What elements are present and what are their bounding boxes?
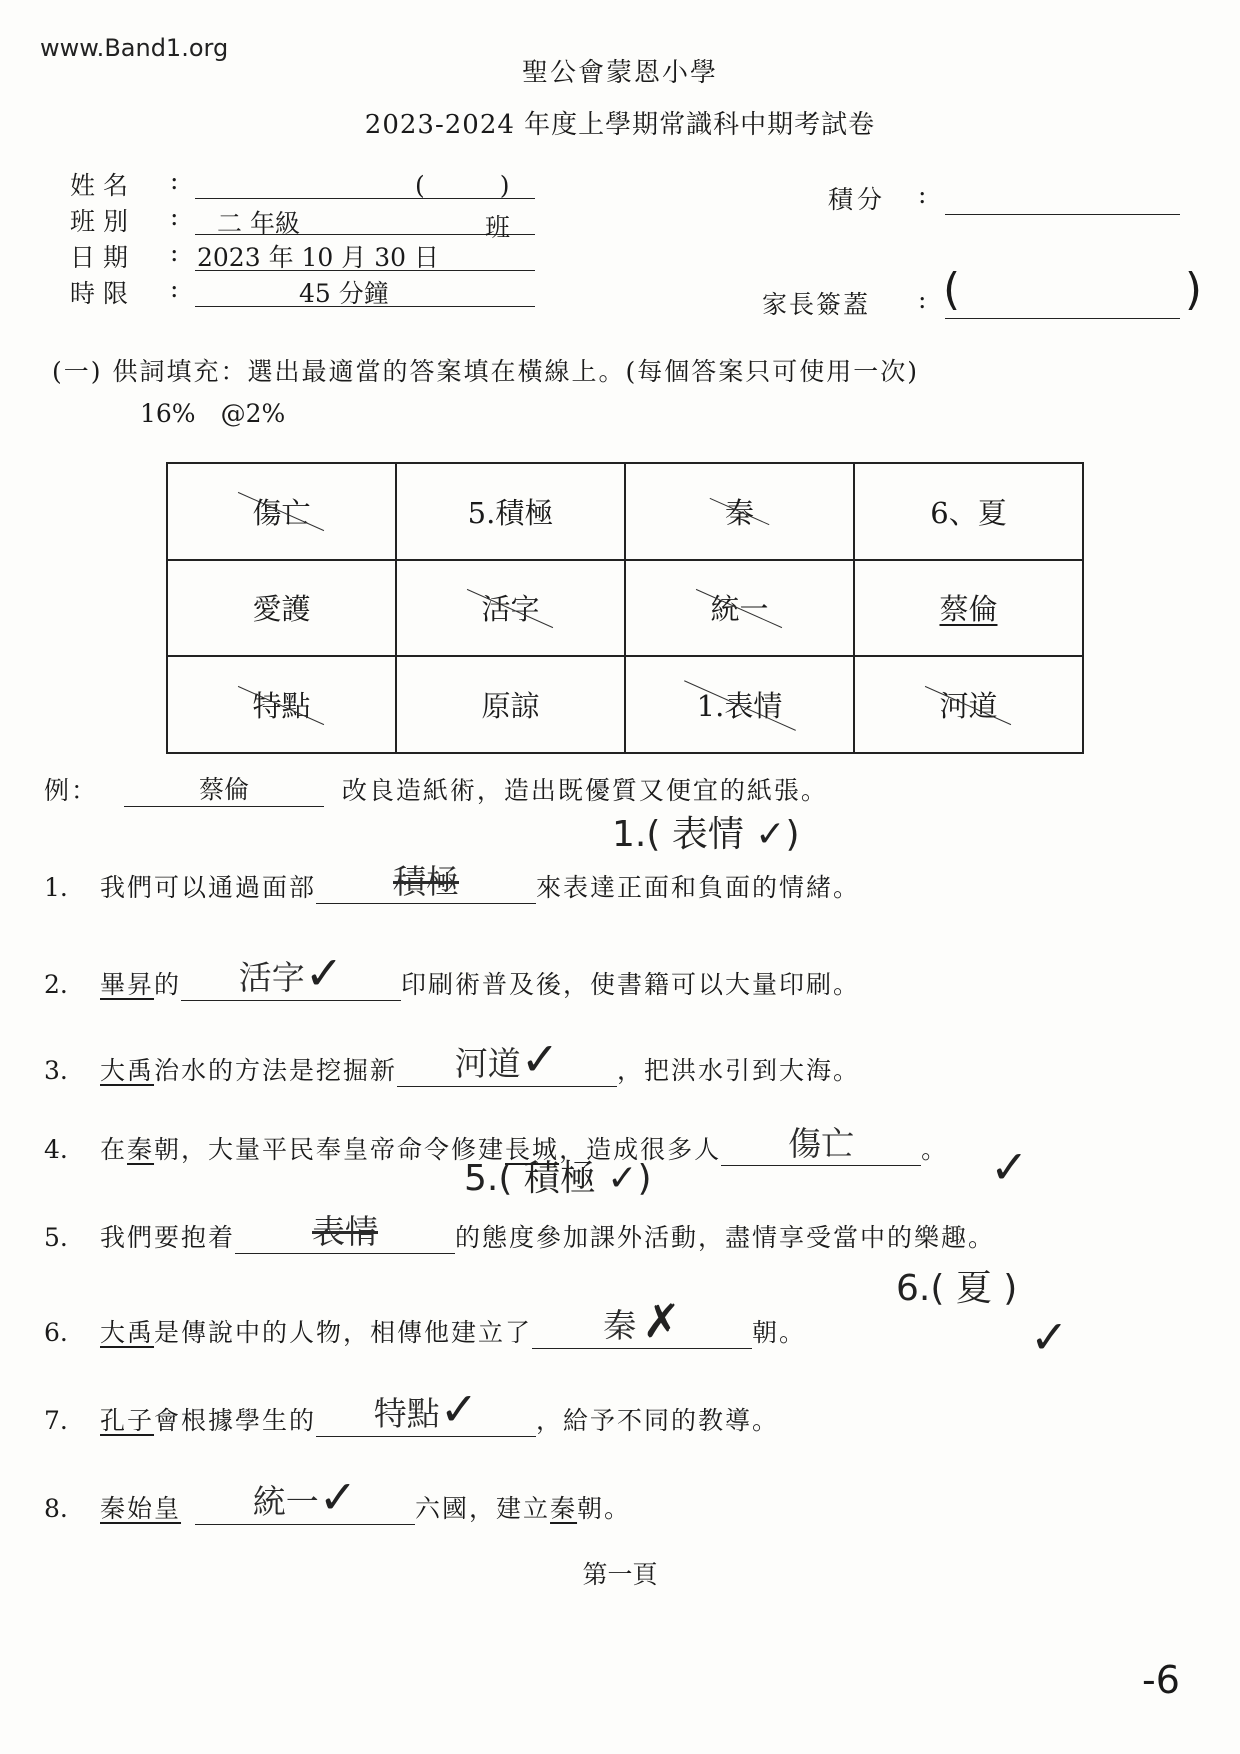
exam-title: 2023-2024 年度上學期常識科中期考試卷 xyxy=(364,110,876,140)
bracket: ( xyxy=(943,264,961,315)
name-label: 姓名 xyxy=(70,171,137,200)
date-label: 日期 xyxy=(70,243,137,272)
word-cell: 活字 xyxy=(396,560,625,657)
word-cell: 蔡倫 xyxy=(854,560,1083,657)
answer-blank[interactable]: 特點✓ xyxy=(316,1382,536,1437)
example-label: 例： xyxy=(44,776,99,805)
colon: : xyxy=(170,238,179,267)
example-answer: 蔡倫 xyxy=(124,770,324,807)
answer-blank[interactable]: 活字✓ xyxy=(181,946,401,1001)
colon: : xyxy=(170,166,179,195)
bracket: ) xyxy=(1184,264,1202,315)
question-row: 6. 大禹是傳說中的人物，相傳他建立了 秦 ✗ 朝。 xyxy=(44,1294,807,1348)
section-title: (一) 供詞填充：選出最適當的答案填在橫線上。(每個答案只可使用一次) xyxy=(52,357,919,386)
correction-note: 6.( 夏 ) xyxy=(896,1268,1018,1309)
word-cell: 河道 xyxy=(854,656,1083,753)
question-row: 5. 我們要抱着 表情 的態度參加課外活動，盡情享受當中的樂趣。 xyxy=(44,1206,995,1254)
correction-note: 5.( 積極 ✓) xyxy=(464,1158,652,1199)
word-bank-table xyxy=(166,462,1084,754)
word-cell: 秦 xyxy=(625,463,854,560)
question-row: 3. 大禹治水的方法是挖掘新 河道✓ ，把洪水引到大海。 xyxy=(44,1032,861,1086)
colon: : xyxy=(170,274,179,303)
check-mark: ✓ xyxy=(1030,1310,1069,1364)
example-row xyxy=(44,770,828,807)
check-mark: ✓ xyxy=(318,1470,358,1524)
parent-signature-label: 家長簽蓋 xyxy=(762,290,871,319)
check-mark: ✓ xyxy=(439,1382,479,1436)
date-field[interactable] xyxy=(195,238,535,271)
page-number: 第一頁 xyxy=(582,1560,658,1589)
question-row: 4. 在秦朝，大量平民奉皇帝命令修建長城，造成很多人 傷亡 。 xyxy=(44,1118,948,1166)
example-text: 改良造紙術，造出既優質又便宜的紙張。 xyxy=(341,776,828,805)
answer-blank[interactable]: 傷亡 xyxy=(721,1118,921,1166)
word-cell: 愛護 xyxy=(167,560,396,657)
question-row: 2. 畢昇的 活字✓ 印刷術普及後，使書籍可以大量印刷。 xyxy=(44,946,861,1000)
school-name: 聖公會蒙恩小學 xyxy=(521,58,718,88)
cross-mark: ✗ xyxy=(642,1294,681,1348)
correction-note: 1.( 表情 ✓) xyxy=(612,814,800,855)
colon: : xyxy=(918,285,927,314)
check-mark: ✓ xyxy=(990,1140,1029,1194)
time-label: 時限 xyxy=(70,279,137,308)
class-number-bracket: ( ) xyxy=(415,171,510,200)
question-row: 7. 孔子會根據學生的 特點✓ ，給予不同的教導。 xyxy=(44,1382,780,1436)
answer-blank[interactable]: 秦 ✗ xyxy=(532,1294,752,1349)
answer-blank[interactable]: 積極 xyxy=(316,856,536,904)
date-value: 2023 年 10 月 30 日 xyxy=(197,243,439,272)
time-field[interactable] xyxy=(195,274,535,307)
colon: : xyxy=(918,180,927,209)
section-marks: 16% @2% xyxy=(140,399,286,428)
word-cell: 6、夏 xyxy=(854,463,1083,560)
class-label: 班別 xyxy=(70,207,137,236)
colon: : xyxy=(170,202,179,231)
class-grade: 二 年級 xyxy=(217,209,300,238)
word-cell: 5.積極 xyxy=(396,463,625,560)
check-mark: ✓ xyxy=(304,946,344,1000)
answer-blank[interactable]: 河道✓ xyxy=(397,1032,617,1087)
word-cell: 原諒 xyxy=(396,656,625,753)
class-suffix: 班 xyxy=(485,213,511,242)
question-row: 1. 我們可以通過面部 積極 來表達正面和負面的情緒。 xyxy=(44,856,860,904)
word-cell: 1.表情 xyxy=(625,656,854,753)
time-value: 45 分鐘 xyxy=(299,279,389,308)
score-mark: -6 xyxy=(1142,1658,1180,1702)
answer-blank[interactable]: 統一✓ xyxy=(195,1470,415,1525)
word-cell: 傷亡 xyxy=(167,463,396,560)
word-cell: 特點 xyxy=(167,656,396,753)
class-field[interactable] xyxy=(195,204,535,242)
parent-signature-field[interactable] xyxy=(943,264,1202,319)
name-field[interactable] xyxy=(195,170,535,199)
score-label: 積分 xyxy=(828,185,887,214)
watermark: www.Band1.org xyxy=(40,34,229,62)
word-cell: 統一 xyxy=(625,560,854,657)
score-field[interactable] xyxy=(945,184,1180,215)
question-row: 8. 秦始皇 統一✓ 六國，建立秦朝。 xyxy=(44,1470,632,1524)
check-mark: ✓ xyxy=(520,1032,560,1086)
answer-blank[interactable]: 表情 xyxy=(235,1206,455,1254)
